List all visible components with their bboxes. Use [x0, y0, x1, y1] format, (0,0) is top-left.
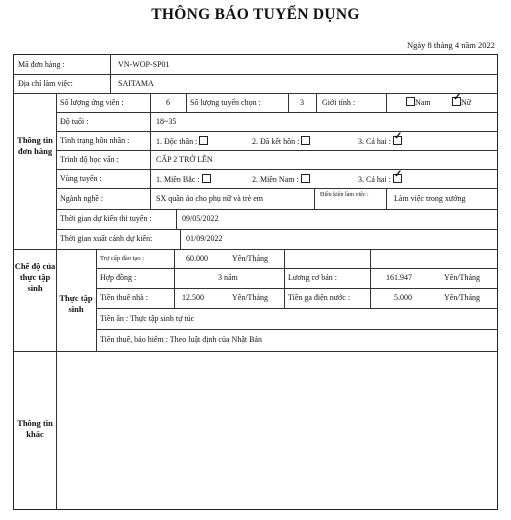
selected-label: Số lượng tuyển chọn :: [190, 98, 261, 107]
marital-both-option[interactable]: 3. Cả hai :✓: [358, 136, 402, 147]
rent-label: Tiền thuê nhà :: [100, 293, 148, 302]
checkbox-checked-icon[interactable]: [452, 97, 461, 106]
meal-info: Tiền ăn : Thực tập sinh tự túc: [100, 314, 195, 323]
checkbox-checked-icon[interactable]: [393, 174, 402, 183]
gender-label: Giới tính :: [322, 98, 356, 107]
work-condition-label: Điều kiện làm việc :: [320, 192, 369, 198]
page-title: THÔNG BÁO TUYỂN DỤNG: [151, 6, 360, 23]
applicants-value: 6: [166, 98, 170, 107]
checkbox-icon[interactable]: [202, 174, 211, 183]
education-label: Trình độ học vấn :: [60, 155, 119, 164]
marital-label: Tình trạng hôn nhân :: [60, 136, 130, 145]
exam-time-value: 09/05/2022: [182, 214, 219, 223]
document-date: Ngày 8 tháng 4 năm 2022: [406, 40, 495, 50]
departure-time-value: 01/09/2022: [186, 234, 223, 243]
marital-married-option[interactable]: 2. Đã kết hôn :: [252, 136, 310, 147]
education-value: CẤP 2 TRỞ LÊN: [156, 155, 213, 164]
utility-label: Tiền ga điện nước :: [288, 293, 351, 302]
section-intern: Thực tập sinh: [59, 293, 93, 314]
section-other-info: Thông tin khác: [17, 418, 53, 439]
exam-time-label: Thời gian dự kiến thi tuyển :: [60, 214, 152, 223]
rent-value: 12.500: [182, 293, 204, 302]
training-allowance-label: Trợ cấp đào tạo :: [100, 255, 144, 262]
work-place-label: Địa chỉ làm việc:: [18, 79, 73, 88]
region-both-option[interactable]: 3. Cả hai :✓: [358, 174, 402, 185]
checkbox-icon[interactable]: [301, 174, 310, 183]
work-condition-value: Làm việc trong xưởng: [394, 194, 466, 203]
marital-single-option[interactable]: 1. Độc thân :: [156, 136, 208, 147]
gender-male-option[interactable]: Nam: [404, 97, 431, 108]
region-south-option[interactable]: 2. Miền Nam :: [252, 174, 310, 185]
checkbox-icon[interactable]: [199, 136, 208, 145]
base-salary-value: 161.947: [386, 273, 412, 282]
departure-time-label: Thời gian xuất cảnh dự kiến:: [60, 234, 153, 243]
order-code-value: VN-WOP-SP01: [118, 60, 170, 69]
applicants-label: Số lượng ứng viên :: [60, 98, 124, 107]
region-north-option[interactable]: 1. Miền Bắc :: [156, 174, 211, 185]
training-allowance-unit: Yên/Tháng: [232, 254, 268, 263]
checkbox-icon[interactable]: [406, 97, 415, 106]
recruitment-form: [13, 54, 498, 510]
checkbox-icon[interactable]: [301, 136, 310, 145]
age-label: Độ tuổi :: [60, 117, 89, 126]
contract-label: Hợp đồng :: [100, 273, 137, 282]
utility-value: 5.000: [394, 293, 412, 302]
rent-unit: Yên/Tháng: [232, 293, 268, 302]
work-place-value: SAITAMA: [118, 79, 154, 88]
section-order-info: Thông tin đơn hàng: [17, 135, 53, 156]
order-code-label: Mã đơn hàng :: [18, 60, 65, 69]
selected-value: 3: [300, 98, 304, 107]
age-value: 18~35: [156, 117, 177, 126]
training-allowance-value: 60.000: [186, 254, 208, 263]
tax-insurance-info: Tiền thuế, bảo hiểm : Theo luật định của Nhật Bản: [100, 335, 262, 344]
contract-value: 3 năm: [218, 273, 238, 282]
base-salary-unit: Yên/Tháng: [444, 273, 480, 282]
job-label: Ngành nghề :: [60, 194, 104, 203]
gender-female-option[interactable]: ✓ Nữ: [450, 97, 471, 108]
section-intern-regime: Chế độ của thực tập sinh: [14, 261, 56, 293]
job-value: SX quần áo cho phụ nữ và trẻ em: [156, 194, 263, 203]
region-label: Vùng tuyển :: [60, 174, 102, 183]
checkbox-checked-icon[interactable]: [393, 136, 402, 145]
base-salary-label: Lương cơ bản :: [288, 273, 338, 282]
utility-unit: Yên/Tháng: [444, 293, 480, 302]
